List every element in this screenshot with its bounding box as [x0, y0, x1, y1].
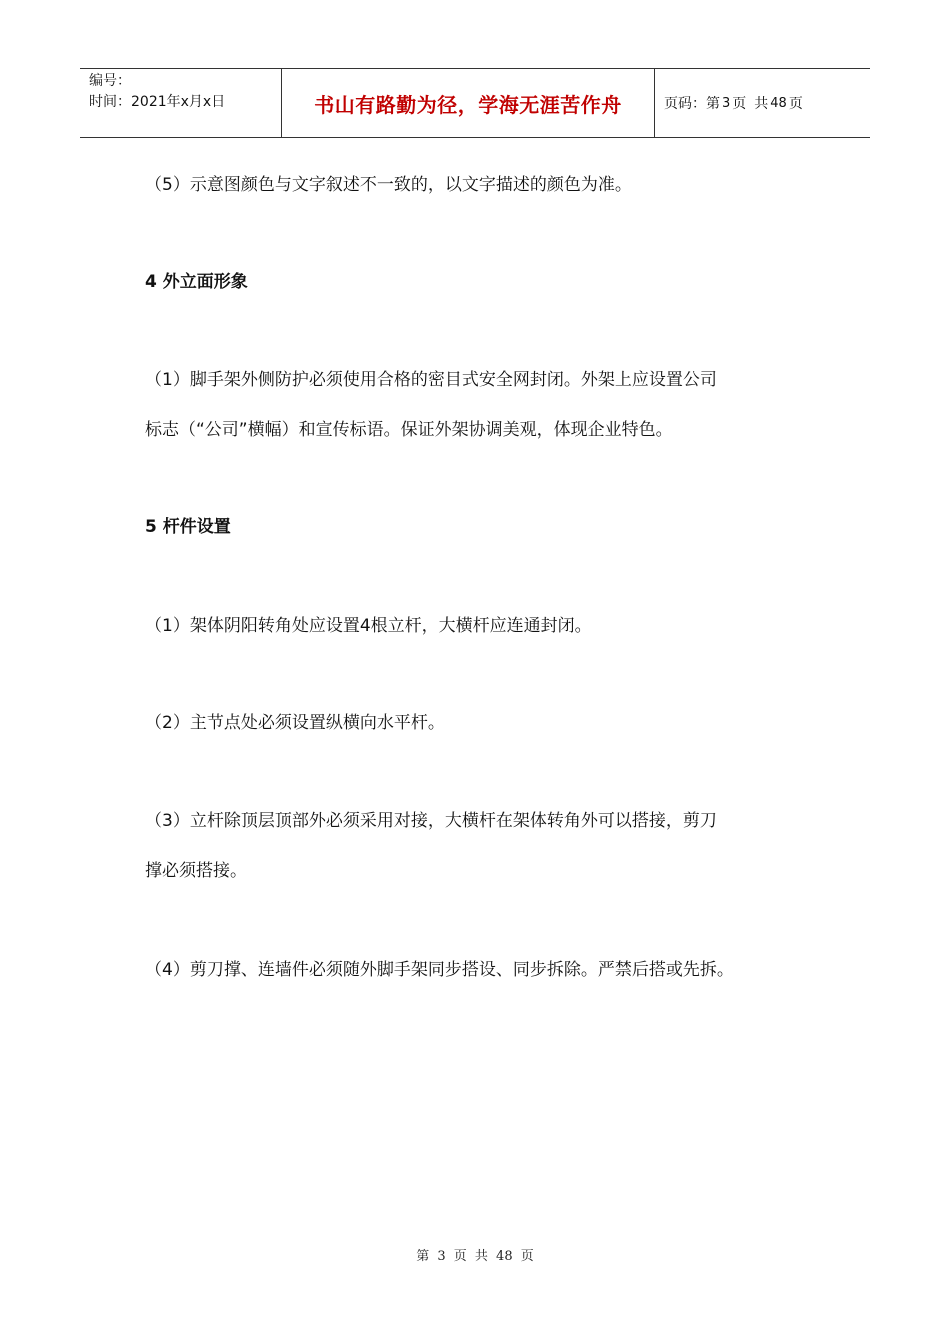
s4-p1-line-1: （1）脚手架外侧防护必须使用合格的密目式安全网封闭。外架上应设置公司 [145, 370, 717, 390]
section-5-heading: 5 杆件设置 [145, 517, 231, 537]
section-5-paragraph-3 [145, 796, 815, 896]
section-4-heading: 4 外立面形象 [145, 272, 248, 292]
page-total: 48 [770, 95, 787, 111]
header-motto: 书山有路勤为径，学海无涯苦作舟 [282, 69, 655, 137]
document-number: 编号： [89, 73, 131, 89]
header-meta [80, 69, 282, 137]
s5-p3-line-2: 撑必须搭接。 [145, 861, 247, 881]
section-5-paragraph-4: （4）剪刀撑、连墙件必须随外脚手架同步搭设、同步拆除。严禁后搭或先拆。 [145, 960, 734, 980]
s5-p3-line-1: （3）立杆除顶层顶部外必须采用对接，大横杆在架体转角外可以搭接，剪刀 [145, 811, 717, 831]
document-date: 时间：2021年x月x日 [89, 94, 226, 110]
page-unit: 页 [732, 96, 747, 112]
section-5-paragraph-2: （2）主节点处必须设置纵横向水平杆。 [145, 713, 445, 733]
page-label: 页码：第 [664, 96, 720, 112]
page-footer: 第 3 页 共 48 页 [416, 1249, 534, 1264]
page-current: 3 [722, 95, 731, 111]
s4-p1-line-2: 标志（“公司”横幅）和宣传标语。保证外架协调美观，体现企业特色。 [145, 420, 673, 440]
color-note-paragraph: （5）示意图颜色与文字叙述不一致的，以文字描述的颜色为准。 [145, 175, 632, 195]
section-5-paragraph-1: （1）架体阴阳转角处应设置4根立杆，大横杆应连通封闭。 [145, 616, 592, 636]
page-header [80, 68, 870, 138]
page-total-unit: 页 [788, 96, 803, 112]
page-total-label: 共 [754, 96, 769, 112]
header-page-info [655, 69, 870, 137]
section-4-paragraph-1 [145, 355, 815, 455]
